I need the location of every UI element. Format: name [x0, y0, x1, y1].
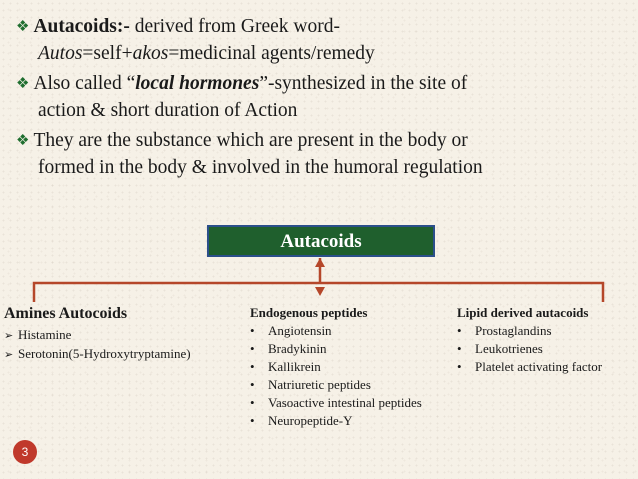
diagram-title-box: Autacoids [207, 225, 435, 257]
item-list [457, 322, 602, 376]
column-heading: Endogenous peptides [250, 305, 368, 320]
item-label: Leukotrienes [475, 341, 543, 356]
bullet-text-line2: action & short duration of Action [38, 100, 298, 121]
meaning-self: =self+ [82, 43, 133, 64]
list-item [4, 345, 191, 364]
item-label: Serotonin(5-Hydroxytryptamine) [18, 346, 191, 361]
item-label: Vasoactive intestinal peptides [268, 395, 422, 410]
slide-number-badge: 3 [13, 440, 37, 464]
diamond-bullet-icon: ❖ [16, 133, 30, 149]
item-label: Neuropeptide-Y [268, 413, 353, 428]
bullet-text-line1: They are the substance which are present in the body or [33, 130, 468, 151]
list-item [250, 322, 422, 340]
bullet-text-post: ”-synthesized in the site of [259, 73, 468, 94]
item-label: Prostaglandins [475, 323, 552, 338]
list-item [250, 340, 422, 358]
bullet-list [16, 14, 631, 185]
list-item [250, 358, 422, 376]
list-item [250, 412, 422, 430]
dot-bullet-icon: • [457, 323, 462, 338]
local-hormones-term: local hormones [135, 73, 260, 94]
connector-line [34, 283, 603, 302]
column-peptides [250, 304, 422, 430]
definition-text: derived from Greek word- [129, 16, 340, 37]
arrow-bullet-icon: ➢ [4, 349, 14, 361]
dot-bullet-icon: • [250, 359, 255, 374]
word-autos: Autos [38, 43, 83, 64]
column-amines [4, 304, 191, 364]
list-item [250, 394, 422, 412]
diamond-bullet-icon: ❖ [16, 19, 30, 35]
word-akos: akos [132, 43, 169, 64]
list-item [457, 340, 602, 358]
dot-bullet-icon: • [457, 341, 462, 356]
dot-bullet-icon: • [250, 377, 255, 392]
item-label: Natriuretic peptides [268, 377, 371, 392]
list-item [4, 326, 191, 345]
bullet-text-line2: formed in the body & involved in the humoral regulation [38, 157, 483, 178]
item-label: Bradykinin [268, 341, 327, 356]
column-lipid [457, 304, 602, 376]
dot-bullet-icon: • [457, 359, 462, 374]
term-label: Autacoids:- [33, 16, 130, 37]
list-item [457, 358, 602, 376]
connector-arrow-down-icon [315, 287, 325, 296]
item-list [250, 322, 422, 430]
dot-bullet-icon: • [250, 395, 255, 410]
list-item [250, 376, 422, 394]
connector-arrow-up-icon [315, 258, 325, 267]
arrow-bullet-icon: ➢ [4, 330, 14, 342]
dot-bullet-icon: • [250, 341, 255, 356]
item-list [4, 326, 191, 364]
dot-bullet-icon: • [250, 323, 255, 338]
bullet-local-hormones [16, 71, 631, 123]
column-heading: Lipid derived autacoids [457, 305, 589, 320]
meaning-remedy: =medicinal agents/remedy [168, 43, 375, 64]
bullet-substance [16, 128, 631, 180]
list-item [457, 322, 602, 340]
item-label: Histamine [18, 327, 72, 342]
item-label: Kallikrein [268, 359, 321, 374]
column-heading: Amines Autocoids [4, 305, 128, 322]
item-label: Angiotensin [268, 323, 332, 338]
diamond-bullet-icon: ❖ [16, 76, 30, 92]
bullet-text-pre: Also called “ [33, 73, 136, 94]
dot-bullet-icon: • [250, 413, 255, 428]
item-label: Platelet activating factor [475, 359, 603, 374]
bullet-definition [16, 14, 631, 66]
